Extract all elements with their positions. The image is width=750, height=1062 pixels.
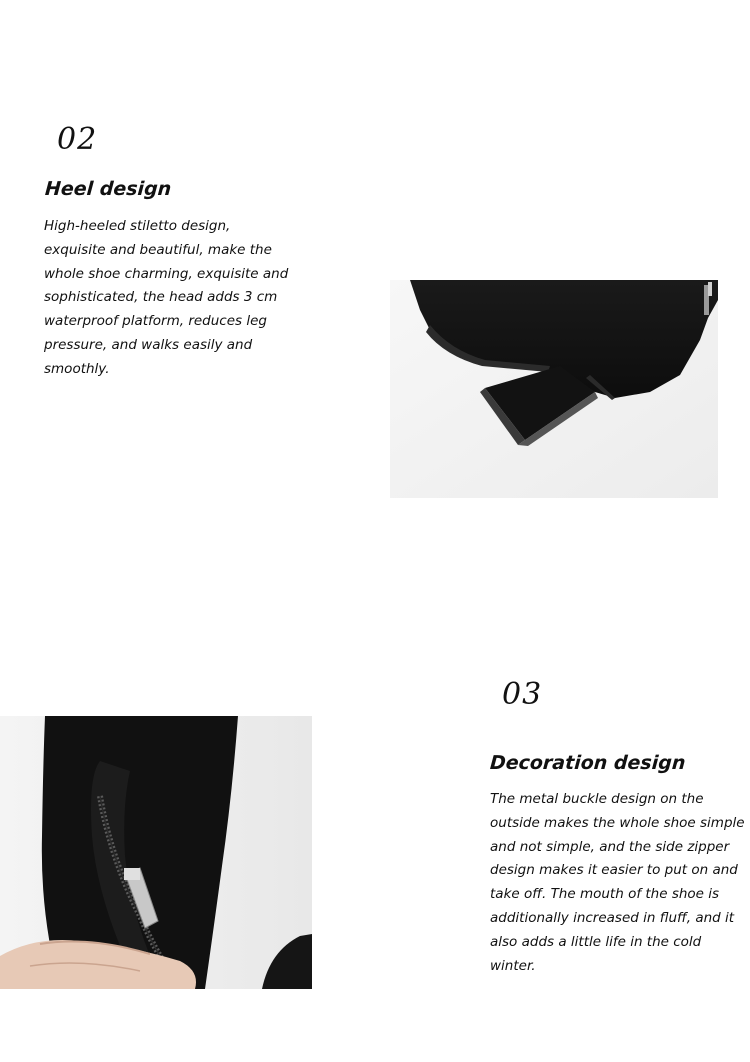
heel-closeup-photo — [390, 280, 718, 498]
section-title: Decoration design — [489, 752, 687, 774]
section-number: 02 — [57, 122, 98, 157]
section-description: The metal buckle design on the outside makes the whole shoe simple and not simple, and the side zipper design makes it easier to put on and take off. The mouth of the shoe is additionally increased in fluff, and it also adds a little life in the cold winter. — [490, 791, 745, 974]
section-title: Heel design — [44, 178, 173, 200]
side-zipper-closeup-photo — [0, 716, 312, 989]
section-number: 03 — [502, 677, 543, 712]
section-description: High-heeled stiletto design, exquisite and beautiful, make the whole shoe charming, exquisite and sophisticated, the head adds 3 cm waterproof platform, reduces leg pressure, and walks easily and smoothly. — [44, 218, 289, 377]
